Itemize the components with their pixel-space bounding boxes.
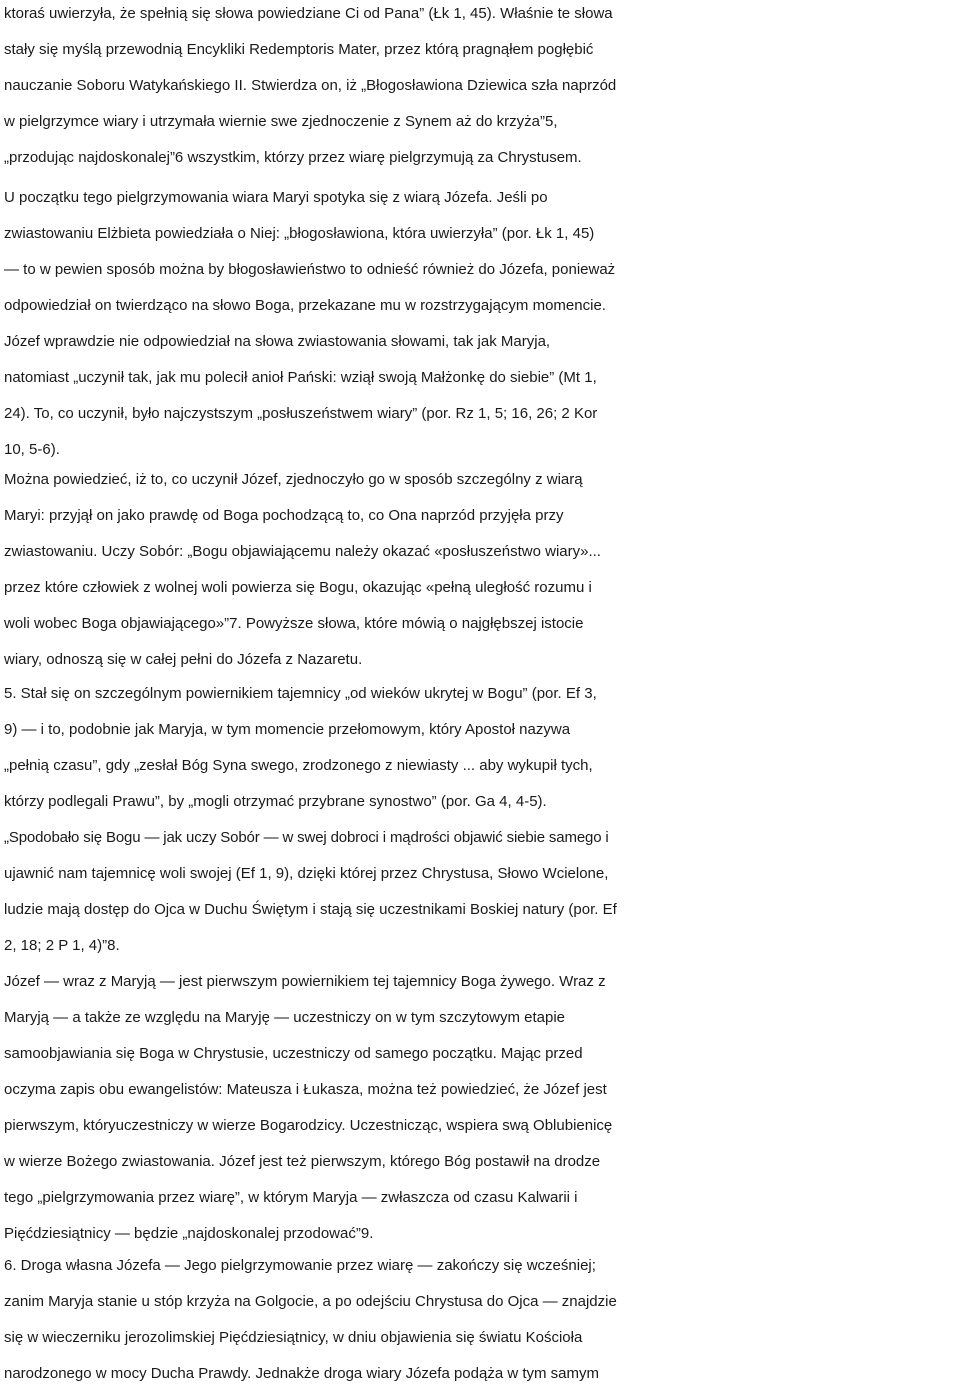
text-line: zwiastowaniu Elżbieta powiedziała o Niej: „błogosławiona, która uwierzyła” (por. Łk 1, 45) bbox=[4, 225, 595, 242]
text-line: narodzonego w mocy Ducha Prawdy. Jednakże droga wiary Józefa podąża w tym samym bbox=[4, 1365, 599, 1382]
text-line: Maryją — a także ze względu na Maryję — uczestniczy on w tym szczytowym etapie bbox=[4, 1009, 566, 1026]
text-line: — to w pewien sposób można by błogosławieństwo to odnieść również do Józefa, ponieważ bbox=[4, 261, 616, 278]
text-line: „przodując najdoskonalej”6 wszystkim, którzy przez wiarę pielgrzymują za Chrystusem. bbox=[4, 149, 582, 166]
text-line: ktoraś uwierzyła, że spełnią się słowa powiedziane Ci od Pana” (Łk 1, 45). Właśnie te słowa bbox=[4, 5, 613, 22]
text-line: stały się myślą przewodnią Encykliki Redemptoris Mater, przez którą pragnąłem pogłębić bbox=[4, 41, 594, 58]
text-line: oczyma zapis obu ewangelistów: Mateusza i Łukasza, można też powiedzieć, że Józef jest bbox=[4, 1081, 607, 1098]
text-line: 9) — i to, podobnie jak Maryja, w tym momencie przełomowym, który Apostoł nazywa bbox=[4, 721, 571, 738]
paragraph-1 bbox=[4, 0, 958, 176]
text-line: 6. Droga własna Józefa — Jego pielgrzymowanie przez wiarę — zakończy się wcześniej; bbox=[4, 1257, 596, 1274]
text-line: woli wobec Boga objawiającego»”7. Powyższe słowa, które mówią o najgłębszej istocie bbox=[4, 615, 584, 632]
text-line: „pełnią czasu”, gdy „zesłał Bóg Syna swego, zrodzonego z niewiasty ... aby wykupił tych, bbox=[4, 757, 593, 774]
paragraph-5 bbox=[4, 964, 958, 1252]
text-line: Maryi: przyjął on jako prawdę od Boga pochodzącą to, co Ona naprzód przyjęła przy bbox=[4, 507, 564, 524]
paragraph-6 bbox=[4, 1248, 958, 1392]
text-line: zanim Maryja stanie u stóp krzyża na Golgocie, a po odejściu Chrystusa do Ojca — znajdzie bbox=[4, 1293, 617, 1310]
text-line: ludzie mają dostęp do Ojca w Duchu Świętym i stają się uczestnikami Boskiej natury (por. Ef bbox=[4, 901, 617, 918]
text-line: nauczanie Soboru Watykańskiego II. Stwierdza on, iż „Błogosławiona Dziewica szła naprzód bbox=[4, 77, 617, 94]
text-line: odpowiedział on twierdząco na słowo Boga, przekazane mu w rozstrzygającym momencie. bbox=[4, 297, 606, 314]
text-line: 5. Stał się on szczególnym powiernikiem tajemnicy „od wieków ukrytej w Bogu” (por. Ef 3, bbox=[4, 685, 597, 702]
paragraph-3 bbox=[4, 462, 958, 678]
text-line: tego „pielgrzymowania przez wiarę”, w którym Maryja — zwłaszcza od czasu Kalwarii i bbox=[4, 1189, 578, 1206]
text-line: ujawnić nam tajemnicę woli swojej (Ef 1, 9), dzięki której przez Chrystusa, Słowo Wcielone, bbox=[4, 865, 609, 882]
text-line: Józef — wraz z Maryją — jest pierwszym powiernikiem tej tajemnicy Boga żywego. Wraz z bbox=[4, 973, 606, 990]
text-line: pierwszym, któryuczestniczy w wierze Bogarodzicy. Uczestnicząc, wspiera swą Oblubienicę bbox=[4, 1117, 613, 1134]
text-line: 2, 18; 2 P 1, 4)”8. bbox=[4, 937, 120, 954]
text-line: „Spodobało się Bogu — jak uczy Sobór — w swej dobroci i mądrości objawić siebie samego i bbox=[4, 829, 609, 846]
text-line: samoobjawiania się Boga w Chrystusie, uczestniczy od samego początku. Mając przed bbox=[4, 1045, 583, 1062]
text-line: się w wieczerniku jerozolimskiej Pięćdziesiątnicy, w dniu objawienia się światu Kościoła bbox=[4, 1329, 583, 1346]
text-line: w pielgrzymce wiary i utrzymała wiernie swe zjednoczenie z Synem aż do krzyża”5, bbox=[4, 113, 558, 130]
text-line: Można powiedzieć, iż to, co uczynił Józef, zjednoczyło go w sposób szczególny z wiarą bbox=[4, 471, 583, 488]
paragraph-4 bbox=[4, 676, 958, 964]
text-line: przez które człowiek z wolnej woli powierza się Bogu, okazując «pełną uległość rozumu i bbox=[4, 579, 592, 596]
text-line: zwiastowaniu. Uczy Sobór: „Bogu objawiającemu należy okazać «posłuszeństwo wiary»... bbox=[4, 543, 601, 560]
paragraph-2 bbox=[4, 180, 958, 468]
text-line: 10, 5-6). bbox=[4, 441, 60, 458]
text-line: w wierze Bożego zwiastowania. Józef jest też pierwszym, którego Bóg postawił na drodze bbox=[4, 1153, 601, 1170]
text-line: natomiast „uczynił tak, jak mu polecił anioł Pański: wziął swoją Małżonkę do siebie” (Mt 1, bbox=[4, 369, 597, 386]
text-line: wiary, odnoszą się w całej pełni do Józefa z Nazaretu. bbox=[4, 651, 363, 668]
text-line: U początku tego pielgrzymowania wiara Maryi spotyka się z wiarą Józefa. Jeśli po bbox=[4, 189, 548, 206]
text-line: Pięćdziesiątnicy — będzie „najdoskonalej przodować”9. bbox=[4, 1225, 374, 1242]
text-line: którzy podlegali Prawu”, by „mogli otrzymać przybrane synostwo” (por. Ga 4, 4-5). bbox=[4, 793, 547, 810]
text-line: 24). To, co uczynił, było najczystszym „posłuszeństwem wiary” (por. Rz 1, 5; 16, 26; 2 Kor bbox=[4, 405, 598, 422]
text-line: Józef wprawdzie nie odpowiedział na słowa zwiastowania słowami, tak jak Maryja, bbox=[4, 333, 551, 350]
